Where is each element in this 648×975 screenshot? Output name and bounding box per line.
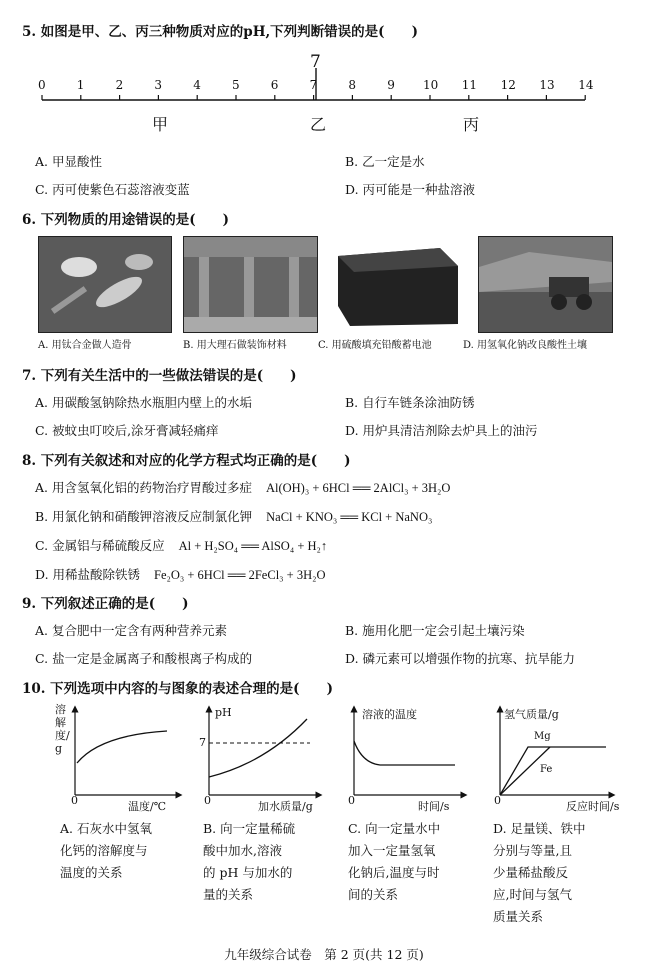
graph-d-series-fe: Fe bbox=[540, 764, 553, 775]
question-9-stem: 9. 下列叙述正确的是( ) bbox=[22, 596, 189, 612]
q8-option-a-equation: Al(OH)₃ + 6HCl ══ 2AlCl₃ + 3H₂O bbox=[265, 481, 451, 495]
ph-tick-label-13: 13 bbox=[539, 78, 555, 92]
graph-b-mark: 7 bbox=[199, 736, 206, 749]
graph-b-origin: 0 bbox=[204, 794, 211, 807]
ph-tick-label-7: 7 bbox=[309, 78, 318, 92]
ph-seven-label: 7 bbox=[310, 52, 321, 72]
q6-caption-d: D. 用氢氧化钠改良酸性土壤 bbox=[463, 340, 588, 351]
q8-option-a-text: A. 用含氢氧化铝的药物治疗胃酸过多症 bbox=[35, 480, 252, 495]
graph-d-mg-line bbox=[500, 747, 606, 795]
graph-b-xlabel: 加水质量/g bbox=[258, 800, 313, 813]
photo-titanium-bone bbox=[38, 236, 172, 333]
question-7-stem: 7. 下列有关生活中的一些做法错误的是( ) bbox=[22, 368, 297, 384]
q8-option-c-equation: Al + H₂SO₄ ══ AlSO₄ + H₂↑ bbox=[178, 539, 328, 553]
graph-b-ylabel: pH bbox=[215, 706, 232, 719]
graph-b bbox=[195, 703, 325, 813]
graph-a-curve bbox=[77, 731, 167, 763]
graph-c-origin: 0 bbox=[348, 794, 355, 807]
region-bing: 丙 bbox=[463, 115, 480, 134]
q5-option-b: B. 乙一定是水 bbox=[345, 154, 425, 169]
q10-caption-b: B. 向一定量稀硫 酸中加水,溶液 的 pH 与加水的 量的关系 bbox=[203, 821, 296, 902]
region-jia: 甲 bbox=[152, 115, 169, 134]
q8-option-b bbox=[35, 507, 432, 525]
q9-option-c: C. 盐一定是金属离子和酸根离子构成的 bbox=[35, 651, 253, 666]
q7-option-b: B. 自行车链条涂油防锈 bbox=[345, 395, 475, 410]
q9-option-a: A. 复合肥中一定含有两种营养元素 bbox=[35, 623, 227, 638]
photo-tractor-soil bbox=[478, 236, 613, 333]
q5-option-a: A. 甲显酸性 bbox=[35, 154, 102, 169]
q9-option-d: D. 磷元素可以增强作物的抗寒、抗旱能力 bbox=[345, 651, 576, 666]
q8-option-b-equation: NaCl + KNO₃ ══ KCl + NaNO₃ bbox=[266, 510, 433, 524]
graph-c-curve bbox=[354, 741, 455, 765]
ph-tick-label-9: 9 bbox=[387, 78, 395, 92]
ph-tick-label-8: 8 bbox=[348, 78, 357, 92]
q9-option-b: B. 施用化肥一定会引起土壤污染 bbox=[345, 623, 525, 638]
q8-option-d bbox=[35, 565, 326, 583]
ph-tick-label-4: 4 bbox=[193, 78, 201, 92]
q8-option-d-equation: Fe₂O₃ + 6HCl ══ 2FeCl₃ + 3H₂O bbox=[154, 568, 326, 582]
q8-option-d-text: D. 用稀盐酸除铁锈 bbox=[35, 567, 141, 582]
ph-tick-label-14: 14 bbox=[578, 78, 594, 92]
q6-caption-b: B. 用大理石做装饰材料 bbox=[183, 340, 287, 351]
q10-caption-d: D. 足量镁、铁中 分别与等量,且 少量稀盐酸反 应,时间与氢气 质量关系 bbox=[493, 821, 586, 924]
ph-tick-label-12: 12 bbox=[500, 78, 516, 92]
graph-c-xlabel: 时间/s bbox=[418, 800, 450, 813]
region-yi: 乙 bbox=[310, 115, 327, 134]
q8-option-c-text: C. 金属铝与稀硫酸反应 bbox=[35, 538, 165, 553]
ph-tick-label-2: 2 bbox=[115, 78, 124, 92]
question-5-stem: 5. 如图是甲、乙、丙三种物质对应的pH,下列判断错误的是( ) bbox=[22, 24, 418, 40]
graph-d-xlabel: 反应时间/s bbox=[566, 800, 620, 813]
q5-option-d: D. 丙可能是一种盐溶液 bbox=[345, 182, 476, 197]
q7-option-d: D. 用炉具清洁剂除去炉具上的油污 bbox=[345, 423, 538, 438]
ph-tick-label-6: 6 bbox=[270, 78, 279, 92]
graph-b-curve bbox=[209, 719, 307, 777]
graph-a-ylabel: 溶解度/g bbox=[55, 703, 70, 755]
ph-tick-label-0: 0 bbox=[38, 78, 46, 92]
ph-tick-label-1: 1 bbox=[76, 78, 85, 92]
graph-c-ylabel: 溶液的温度 bbox=[362, 708, 417, 721]
q7-option-c: C. 被蚊虫叮咬后,涂牙膏减轻痛痒 bbox=[35, 423, 219, 438]
question-10-stem: 10. 下列选项中内容的与图象的表述合理的是( ) bbox=[22, 681, 333, 697]
q10-caption-a: A. 石灰水中氢氧 化钙的溶解度与 温度的关系 bbox=[60, 821, 152, 880]
question-6-stem: 6. 下列物质的用途错误的是( ) bbox=[22, 212, 230, 228]
q10-caption-c: C. 向一定量水中 加入一定量氢氧 化钠后,温度与时 间的关系 bbox=[348, 821, 441, 902]
graph-a-xlabel: 温度/℃ bbox=[128, 800, 167, 813]
q8-option-c bbox=[35, 536, 327, 554]
graph-d-ylabel: 氢气质量/g bbox=[504, 708, 559, 721]
page-footer: 九年级综合试卷 第 2 页(共 12 页) bbox=[224, 947, 424, 962]
q8-option-b-text: B. 用氯化钠和硝酸钾溶液反应制氯化钾 bbox=[35, 509, 253, 524]
ph-tick-label-10: 10 bbox=[423, 78, 439, 92]
ph-tick-label-3: 3 bbox=[154, 78, 163, 92]
photo-marble-interior bbox=[183, 236, 318, 333]
q6-caption-a: A. 用钛合金做人造骨 bbox=[38, 340, 132, 351]
q5-option-c: C. 丙可使紫色石蕊溶液变蓝 bbox=[35, 182, 190, 197]
q7-option-a: A. 用碳酸氢钠除热水瓶胆内壁上的水垢 bbox=[35, 395, 252, 410]
q8-option-a bbox=[35, 478, 450, 496]
question-8-stem: 8. 下列有关叙述和对应的化学方程式均正确的是( ) bbox=[22, 453, 351, 469]
photo-lead-acid-battery bbox=[330, 236, 464, 331]
graph-d-origin: 0 bbox=[494, 794, 501, 807]
graph-d-series-mg: Mg bbox=[534, 731, 551, 742]
q6-caption-c: C. 用硫酸填充铅酸蓄电池 bbox=[318, 340, 432, 351]
graph-a-origin: 0 bbox=[71, 794, 78, 807]
ph-tick-label-5: 5 bbox=[232, 78, 240, 92]
ph-tick-label-11: 11 bbox=[461, 78, 478, 92]
